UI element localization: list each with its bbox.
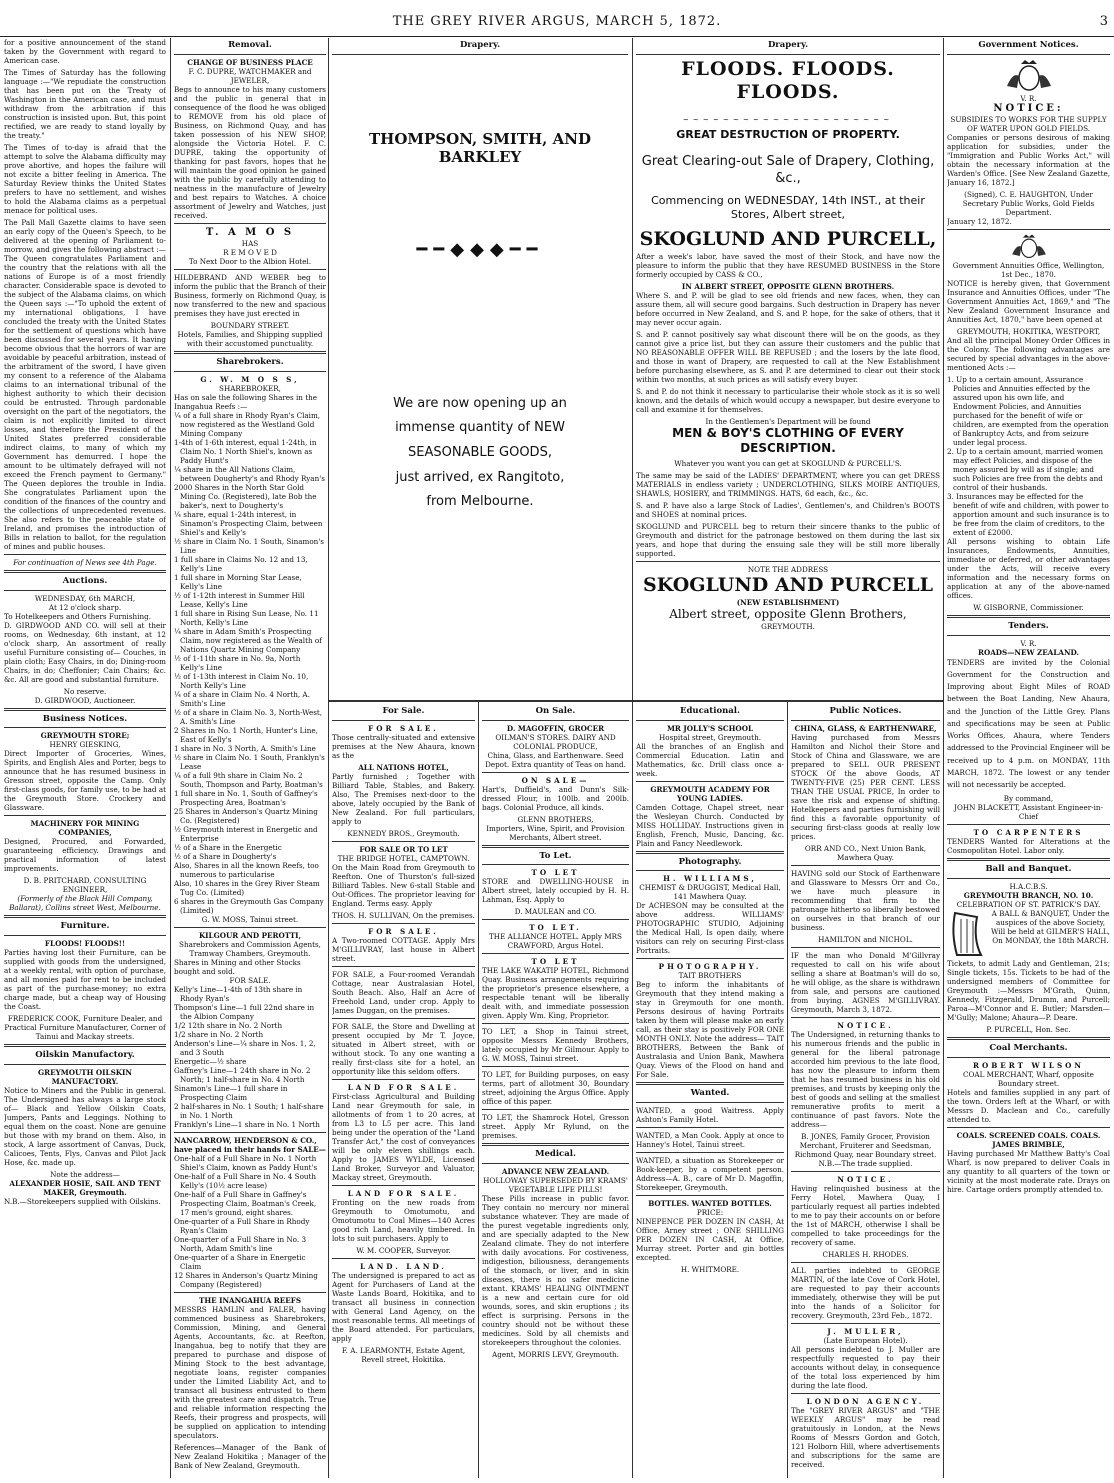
fs7-body: Fronting on the new roads from Greymouth to Omotumotu, and Omotumotu to Coal Mines—140 Acres good rich Land, heavily timbered. In lots to suit purchasers. Apply to: [332, 1197, 475, 1243]
oilskin-foot: N.B.—Storekeepers supplied with Oilskins.: [4, 1196, 161, 1206]
share-list-item: One-half of a Full Share in No. 4 South Kelly's (10½ acre lease): [174, 1171, 317, 1190]
body-para: Where S. and P. will be glad to see old friends and new faces, when, they can assure them, all will secure good bargains. Such destruction in Drapery has never before occurred in New Zealand, and S. and P. hope, for the sake of others, that it may never occur again.: [636, 291, 940, 327]
medical-agent: Agent, MORRIS LEVY, Greymouth.: [492, 1349, 619, 1359]
hamilton-sign: HAMILTON and NICHOL.: [818, 934, 913, 944]
firm-name-top: THOMPSON, SMITH, AND BARKLEY: [369, 129, 591, 167]
fs6-title: LAND FOR SALE.: [347, 1082, 460, 1092]
magoffin-body: China, Glass, and Earthenware. Seed Depot. Extra quantity of Teas on hand.: [485, 750, 626, 769]
tl1-sign: D. MAULEAN and CO.: [514, 907, 597, 917]
hildebrand-body: HILDEBRAND AND WEBER beg to inform the public that the Branch of their Business, formerly on Richmond Quay, is now transferred to the new and spacious premises they have just erected in: [174, 273, 326, 319]
china-title: CHINA, GLASS, & EARTHENWARE,: [794, 723, 937, 733]
notice2-body: Having relinquished business at the Ferry Hotel, Mawhera Quay, I particularly request all parties indebted to me to pay their accounts on or before the 1st of MARCH, otherwise I shall be compelled to take proceedings for the recovery of same.: [791, 1183, 940, 1247]
share-list-item: Anderson's Line—¼ share in Nos. 1, 2, and 3 South: [174, 1038, 316, 1057]
share-list-item: 2000 Shares in the North Star Gold Mining Co. (Registered), late Bob the baker's, next to Dougherty's: [174, 482, 317, 510]
share-list-item: ½ of 1-12th interest in Summer Hill Lease, Kelly's Line: [174, 590, 305, 609]
oilskin-name: ALEXANDER HOSIE, SAIL AND TENT MAKER, Greymouth.: [9, 1178, 161, 1197]
furniture-heading: Furniture.: [60, 921, 110, 932]
column-4: Drapery. FLOODS. FLOODS. FLOODS. ~~~~~~~~~~~~~~~~~~~~~ GREAT DESTRUCTION OF PROPERTY. Great Clearing-out Sale of Drapery, Clothing, &c., Commencing on WEDNESDAY, 14th INST., at their Stores, Albert street, SKOGLUND AND PURCELL, After a week's labor, have saved the most of their Stock, and have now the pleasure to inform the public that they have RESUMED BUSINESS in the Store formerly occupied by CASS & CO., IN ALBERT STREET, OPPOSITE GLENN BROTHERS. Where S. and P. will be glad to see old friends and new faces, when, they can assure them, all will secure good bargains. Such destruction in Drapery has never before occurred in New Zealand, and S. and P. hope, for the sake of others, that it may never occur again. S. and P. cannot positively say what discount there will be on the goods, as they cannot give a price list, but they can assure their customers and the public that NO REASONABLE OFFER WILL BE REFUSED ; and the losers by the late flood, and those in want of Drapery, are requested to call at the New Establishment before purchasing elsewhere, as S. and P. are determined to clear out their stock within two months, at such prices as will satisfy every buyer. S. and P. do not think it necessary to particularise their whole stock as it is so well known, and the details of which would occupy a newspaper, but desire everyone to call and examine it for themselves. In the Gentlemen's Department will be found MEN & BOY'S CLOTHING OF EVERY DESCRIPTION. Whatever you want you can get at SKOGLUND & PURCELL'S. The same may be said of the LADIES' DEPARTMENT, where you can get DRESS MATERIALS in endless variety ; UNDERCLOTHING, SILKS MOIRE ANTIQUES, SHAWLS, HOSIERY, and TRIMMINGS. HATS, 6d each, &c., &c. S. and P. have also a large Stock of Ladies', Gentlemen's, and Children's BOOTS and SHOES at nominal prices. SKOGLUND and PURCELL beg to return their sincere thanks to the public of Greymouth and district for the patronage bestowed on them during the last six years, and hope that during the ensuing sale they will be still more liberally supported. NOTE THE ADDRESS SKOGLUND AND PURCELL (NEW ESTABLISHMENT) Albert street, opposite Glenn Brothers, GREYMOUTH.: [636, 40, 940, 631]
column-rule: [328, 38, 329, 1478]
medical-sub: HOLLOWAY SUPERSEDED BY KRAMS' VEGETABLE LIFE PILLS!: [483, 1175, 628, 1194]
address-2: Albert street, opposite Glenn Brothers,: [669, 606, 907, 621]
tl2-title: TO LET.: [529, 923, 582, 933]
tl1-body: STORE and DWELLING-HOUSE in Albert street, lately occupied by H. H. Lahman, Esq. Apply to: [482, 877, 629, 905]
brimble-title: JAMES BRIMBLE,: [992, 1139, 1065, 1149]
tait-title: PHOTOGRAPHY.: [658, 962, 762, 972]
store-body: Direct Importer of Groceries, Wines, Spirits, and English Ales and Porter, begs to announce that he has resumed business in Gresson street, opposite the Camp. Only first-class goods, for family use, to be had at the Greymouth Store. Crockery and Glassware.: [4, 749, 166, 813]
column-1: [4, 38, 166, 1478]
commencing: Commencing on WEDNESDAY, 14th INST., at their Stores, Albert street,: [651, 193, 925, 221]
london-title: LONDON AGENCY.: [806, 1396, 925, 1406]
share-list-item: ½ of 1-13th interest in Claim No. 10, North Kelly's Line: [174, 671, 309, 690]
column-3: [332, 38, 628, 708]
subsidy-title: SUBSIDIES TO WORKS FOR THE SUPPLY OF WATER UPON GOLD FIELDS.: [950, 115, 1107, 134]
removal-heading: Removal.: [228, 40, 272, 50]
machinery-address: (Formerly of the Black Hill Company, Ballarat), Collins street West, Melbourne.: [9, 894, 161, 913]
boots-para: S. and P. have also a large Stock of Ladies', Gentlemen's, and Children's BOOTS and SHOES at nominal prices.: [636, 501, 940, 519]
masthead: [0, 14, 1114, 37]
whatever-line: Whatever you want you can get at SKOGLUND & PURCELL'S.: [674, 459, 902, 468]
share-list-item: ½ share in Claim No. 1 South, Sinamon's Line: [174, 536, 324, 555]
tolet-heading: To Let.: [539, 850, 572, 861]
hildebrand-foot: Hotels, Families, and Shipping supplied with their accustomed punctuality.: [177, 330, 323, 349]
announcement-line: immense quantity of NEW: [395, 420, 565, 436]
photography-heading: Photography.: [678, 856, 742, 867]
bottles-body: NINEPENCE PER DOZEN IN CASH, At Office, Arney street ; ONE SHILLING PER DOZEN IN CASH, At Office, Murray street. Porter and gin bottles excepted.: [636, 1216, 784, 1262]
editorial-para: for a positive announcement of the stand taken by the Government with regard to American case.: [4, 38, 166, 65]
hildebrand-street: BOUNDARY STREET.: [210, 321, 290, 331]
dupre-name: F. C. DUPRE, WATCHMAKER and JEWELER,: [188, 66, 312, 85]
china-sign: ORR AND CO., Next Union Bank, Mawhera Quay.: [804, 843, 927, 862]
tait-body: Beg to inform the inhabitants of Greymouth that they intend making a stay in Greymouth for one month. Persons desirous of having Portraits taken by them will please make an early call, as their stay is positively FOR ONE MONTH ONLY. Note the address— TAIT BROTHERS, Between the Bank of Australasia and Union Bank, Mawhera Quay. Views of the Flood on hand and For Sale.: [636, 980, 784, 1080]
kilgour-title: KILGOUR AND PEROTTI,: [198, 930, 302, 940]
notice1-title: NOTICE.: [837, 1020, 894, 1030]
column-rule: [632, 38, 633, 1478]
sharebrokers-heading: Sharebrokers.: [216, 357, 284, 368]
share-list-item: Also, 10 shares in the Grey River Steam Tug Co. (Limited): [174, 878, 320, 897]
share-list-item: 1/2 12th share in No. 2 North: [174, 1020, 283, 1030]
moss-title: G. W. M O S S,: [200, 374, 300, 384]
academy-title: GREYMOUTH ACADEMY FOR YOUNG LADIES.: [650, 784, 770, 803]
column-rule: [170, 38, 171, 1478]
notice1-body: The Undersigned, in returning thanks to his numerous friends and the public in general for the liberal patronage accorded him previous to the late flood, has now the pleasure to inform them that he has resumed business in his old premises, and trusts by keeping only the best of goods and selling at the smallest remunerative profits to merit a continuance of past favors. Note the address—: [791, 1029, 940, 1129]
gents-line: In the Gentlemen's Department will be found: [705, 417, 871, 426]
share-list-item: Sinamon's Line—1 full share in Prospecting Claim: [174, 1083, 288, 1102]
china-body: Having purchased from Messrs Hamilton and Nichol their Store and Stock of China and Glassware, we are prepared to SELL OUR PRESENT STOCK Of the above Goods, AT TWENTY-FIVE (25) PER CENT. LESS THAN THE USUAL PRICE, In order to save the risk and expense of shifting. Hotelkeepers and parties furnishing will find this a favorable opportunity of securing first-class goods at really low prices.: [791, 732, 940, 841]
kilgour-sub: Sharebrokers and Commission Agents, Tramway Chambers, Greymouth.: [179, 939, 321, 958]
williams-body: Dr ACHESON may be consulted at the above address. WILLIAMS' PHOTOGRAPHIC STUDIO, Adjoining the Medical Hall, Is open daily, where visitors can rely on securing First-class Portraits.: [636, 901, 784, 956]
furniture-name: FREDERICK COOK, Furniture Dealer, and Practical Furniture Manufacturer, Corner of Tainui and Mackay streets.: [4, 1013, 166, 1041]
share-list-item: ½ of a Share in Dougherty's: [174, 851, 277, 861]
tl3-title: TO LET: [531, 957, 580, 967]
royal-crest-icon: [1004, 233, 1054, 259]
fs2-body: On the Main Road from Greymouth to Reefton. One of Thurston's full-sized Billiard Tables. New 6-stall Stable and Out-Offices. The proprietor leaving for England. Terms easy. Apply: [332, 862, 475, 908]
oilskin-title: GREYMOUTH OILSKIN MANUFACTORY.: [38, 1067, 132, 1086]
lower-col-public: [791, 704, 940, 1476]
ball-body: A BALL & BANQUET, Under the auspices of the above Society, Will be held at GILMER'S HALL, On MONDAY, the 18th MARCH.: [991, 908, 1110, 945]
announcement: [332, 392, 628, 515]
tender-command: By command,: [1003, 794, 1054, 804]
fs8-title: LAND. LAND.: [360, 1261, 447, 1271]
section-rule: [328, 700, 943, 702]
jolly-body: All the branches of an English and Commercial Education. Latin and Mathematics, &c. Drill class once a-week.: [636, 741, 784, 778]
address-line: IN ALBERT STREET, OPPOSITE GLENN BROTHERS.: [681, 282, 895, 291]
academy-body: Camden Cottage, Chapel street, near the Wesleyan Church. Conducted by MISS HOLLIDAY. Instructions given in English, French, Music, Dancing, &c. Plain and Fancy Needlework.: [636, 802, 784, 848]
share-list-item: Thompson's Line—1 full 22nd share in the Albion Company: [174, 1002, 315, 1021]
fs4-body: FOR SALE, a Four-roomed Verandah Cottage, near Australasian Hotel, South Beach. Also, Half an Acre of Freehold Land, under crop. Apply to James Duggan, on the premises.: [332, 969, 475, 1015]
editorial-para: The Pall Mall Gazette claims to have seen an early copy of the Queen's Speech, to be delivered at the opening of Parliament to-morrow, and gives the following abstract :—The Queen congratulates Parliament and the country that the relations with all the nations of Europe is of a most friendly character. Considerable space is devoted to the subject of the Alabama claims, on which the Queen says :—"To uphold the extent of my international obligations, I have concluded the treaty with the United States for the settlement of questions which have been discussed for several years. It having become obvious that the horrors of war are avoidable by peaceful arbitration, instead of the arbitrament of the sword, I have given my consent to a reference of the Alabama claims to an international tribunal of the highest authority to which their decision could be entrusted. Through pardonable oversight on the part of the negotiators, the claim is not explicitly limited to direct losses, and therefore the President of the United States preferred considerable indirect claims, to many of which my Government has demurred. I hope the amount to be ultimately defrayed will not exceed the French payment to Germany." The Queen deplores the trouble in India. She congratulates Parliament upon the condition of the finances of the country and the collections of unprecedented revenues. She also refers to the peaceable state of Ireland, and promises the introduction of Bills in relation to ballot, for the regulation of mines and public houses.: [4, 218, 166, 551]
drapery-heading-2: Drapery.: [767, 40, 809, 50]
share-list-item: ½ of a share in Claim No. 3, North-West, A. Smith's Line: [174, 707, 323, 726]
announcement-line: from Melbourne.: [426, 494, 534, 510]
fs3-title: FOR SALE.: [368, 926, 439, 936]
auction-time: At 12 o'clock sharp.: [48, 602, 122, 612]
intro: After a week's labor, have saved the most of their Stock, and have now the pleasure to inform the public that they have RESUMED BUSINESS in the Store formerly occupied by CASS & CO.,: [636, 252, 940, 279]
roads-title: ROADS—NEW ZEALAND.: [977, 647, 1080, 657]
oilskin-heading: Oilskin Manufactory.: [35, 1049, 135, 1060]
column-2: [174, 38, 326, 1478]
brimble-body: Having purchased Mr Matthew Batty's Coal Wharf, is now prepared to deliver Coals in any quantity to all quarters of the town or vicinity at the most moderate rate. Drays on hire. Cartage orders promptly attended to.: [947, 1148, 1110, 1194]
share-list-item: ¼ of a share in Claim No. 4 North, A. Smith's Line: [174, 689, 310, 708]
onsale-body: Hart's, Duffield's, and Dunn's Silk-dressed Flour, in 100lb. and 200lb. bags. Colonial Produce, all kinds.: [482, 784, 629, 812]
nancarrow-title: NANCARROW, HENDERSON & CO., have placed in their hands for SALE—: [174, 1135, 326, 1154]
notice3-body: ALL parties indebted to GEORGE MARTIN, of the late Cove of Cork Hotel, are requested to pay their accounts immediately, otherwise they will be put into the hands of a Solicitor for recovery. Greymouth, 23rd Feb., 1872.: [791, 1265, 940, 1320]
auctions-heading: Auctions.: [62, 576, 108, 586]
destruction-headline: GREAT DESTRUCTION OF PROPERTY.: [676, 128, 900, 142]
share-list-item: 6 shares in the Greymouth Gas Company (Limited): [174, 896, 324, 915]
moss-sub: SHAREBROKER,: [219, 383, 281, 393]
auction-body: D. GIRDWOOD AND CO. will sell at their rooms, on Wednesday, 6th instant, at 12 o'clock sharp, An assortment of really useful Furniture consisting of— Couches, in plain cloth; Easy Chairs, in do; Dining-room Chairs, in do; Cheffonier; Cain Chairs; &c. &c. All are good and substantial furniture.: [4, 620, 166, 684]
subsidy-body: Companies or persons desirous of making application for subsidies, under the "Immigration and Public Works Act," will obtain the necessary information at the Warden's Office. [See New Zealand Gazette, January 16, 1872.]: [947, 133, 1110, 188]
moss-intro: Has on sale the following Shares in the Inangahua Reefs :—: [174, 392, 317, 411]
new-establishment: (NEW ESTABLISHMENT): [736, 597, 840, 607]
royal-crest-icon: [999, 58, 1059, 92]
kilgour-forsale: FOR SALE.: [229, 975, 271, 985]
ladies-para: The same may be said of the LADIES' DEPARTMENT, where you can get DRESS MATERIALS in endless variety ; UNDERCLOTHING, SILKS MOIRE ANTIQUES, SHAWLS, HOSIERY, and TRIMMINGS. HATS, 6d each, &c., &c.: [636, 471, 940, 498]
kilgour-body: Shares in Mining and other Stocks bought and sold.: [174, 957, 301, 976]
onsale-sign: GLENN BROTHERS,: [517, 814, 594, 824]
editorial-para: The Times of to-day is afraid that the attempt to solve the Alabama difficulty may prove abortive, and hopes the failure will not excite a bitter feeling in America. The Saturday Review thinks the United States prefers to have no settlement, and wishes to hold the Alabama claims as a perpetual menace for political uses.: [4, 143, 166, 215]
annuity-body: NOTICE is hereby given, that Government Insurance and Annuities Offices, under "The Government Annuities Act, 1869," and "The New Zealand Government Insurance and Annuities Act, 1870," have been opened at: [947, 279, 1110, 325]
fs7-sign: W. M. COOPER, Surveyor.: [356, 1245, 451, 1255]
business-heading: Business Notices.: [42, 713, 128, 724]
share-list-item: 25 Shares in Anderson's Quartz Mining Co. (Registered): [174, 806, 318, 825]
share-list-item: One-half of a Full Share in No. 1 North Shiel's Claim, known as Paddy Hunt's: [174, 1153, 318, 1172]
clearing-sale: Great Clearing-out Sale of Drapery, Clothing, &c.,: [641, 153, 935, 186]
share-list-item: 1 full share in No. 1, South of Gaffney's Prospecting Area, Boatman's: [174, 788, 318, 807]
amos-title: T. A M O S: [205, 226, 295, 238]
town: GREYMOUTH.: [761, 621, 815, 631]
tl5-body: TO LET, for Building purposes, on easy terms, part of allotment 30, Boundary street, adjoining the Argus Office. Apply office of this paper.: [482, 1070, 629, 1107]
ball-sign: P. PURCELL, Hon. Sec.: [986, 1024, 1071, 1034]
share-list-item: 1 full share in Morning Star Lease, Kelly's Line: [174, 572, 302, 591]
wanted-ad: WANTED, a Man Cook. Apply at once to Hanney's Hotel, Tainui street.: [636, 1130, 784, 1149]
amos-has: HAS: [241, 239, 259, 249]
thanks-para: SKOGLUND and PURCELL beg to return their sincere thanks to the public of Greymouth and district for the patronage bestowed on them during the last six years, and hope that during the ensuing sale they will be still more liberally supported.: [636, 522, 940, 558]
wanted-ad: WANTED, a good Waitress. Apply Ashton's Family Hotel.: [636, 1105, 784, 1124]
inangahua-body: MESSRS HAMLIN and FALER, having commenced business as Sharebrokers, Commission, Mining, and General Agents, Accountants, &c. at Reefton, Inangahua, beg to notify that they are prepared to purchase and dispose of Mining Stock to the best advantage, negotiate loans, register companies under the Limited Liability Act, and to transact all business entrusted to them with the greatest care and dispatch. True and reliable information respecting the Reefs, their progress and prospects, will be supplied on application to intending speculators.: [174, 1304, 326, 1440]
educational-heading: Educational.: [680, 706, 740, 716]
share-list-item: Energetic—½ share: [174, 1056, 247, 1066]
amos-removed: R E M O V E D: [223, 248, 277, 258]
oilskin-body: Notice to Miners and the Public in general. The Undersigned has always a large stock of— Black and Yellow Oilskin Coats, Jumpers, Pants and Leggings. Nothing to equal them on the coast. None are genuine but those with my brand on them. Also, in stock, A large assortment of Canvas, Duck, Calicoes, Tents, Flys, Canvas and Pilot Jack Hose, &c. made up.: [4, 1085, 166, 1167]
fs1-hotel: ALL NATIONS HOTEL,: [358, 762, 449, 772]
skoglund-firm: SKOGLUND AND PURCELL,: [639, 228, 937, 251]
muller-title: J. MULLER,: [827, 1326, 904, 1336]
annuity-sign: W. GISBORNE, Commissioner.: [973, 603, 1084, 613]
notice2-sign: CHARLES H. RHODES.: [822, 1249, 909, 1259]
auction-reserve: No reserve.: [63, 686, 107, 696]
share-list-item: 1 full share in Rising Sun Lease, No. 11 North, Kelly's Line: [174, 608, 319, 627]
share-list-item: 12 Shares in Anderson's Quartz Mining Company (Registered): [174, 1270, 318, 1289]
page-number: 3: [1099, 14, 1108, 29]
share-list-item: One-quarter of a Full Share in No. 3 North, Adam Smith's line: [174, 1234, 307, 1253]
auction-sign: D. GIRDWOOD, Auctioneer.: [34, 695, 136, 705]
share-list-item: ¼ share in the All Nations Claim, between Dougherty's and Rhody Ryan's: [174, 464, 325, 483]
harp-icon: [947, 909, 987, 959]
masthead-title: THE GREY RIVER ARGUS, MARCH 5, 1872.: [392, 14, 722, 29]
dupre-body: Begs to announce to his many customers and the public in general that in consequence of the flood he was obliged to REMOVE from his old place of Business, on Richmond Quay, and has taken possession of his NEW SHOP, alongside the Victoria Hotel. F. C. DUPRE, taking the opportunity of thanking for past favors, hopes that he will maintain the good opinion he gained with the public by carefully attending to neatness in the manufacture of Jewelry and best repairs to Watches. A choice assortment of Jewelry and Watches, just received.: [174, 84, 326, 220]
continuation-note: For continuation of News see 4th Page.: [13, 558, 157, 567]
wilson-title: ROBERT WILSON: [973, 1060, 1084, 1070]
moss-sign: G. W. MOSS, Tainui street.: [201, 914, 299, 924]
fs8-body: The undersigned is prepared to act as Agent for Purchasers of Land at the Waste Lands Board, Hokitika, and to transact all business in connection with General Land Agency, on the most reasonable terms. All meetings of the Board attended. For particulars, apply: [332, 1270, 475, 1343]
medical-title: ADVANCE NEW ZEALAND.: [501, 1166, 610, 1176]
share-list-item: 1 full share in Claims No. 12 and 13, Kelly's Line: [174, 554, 308, 573]
tl3-body: THE LAKE WAKATIP HOTEL, Richmond Quay. Business arrangements requiring the proprietor's presence elsewhere, a respectable tenant will be liberally dealt with, and immediate possession given. Apply Wm. King, Proprietor.: [482, 966, 629, 1021]
medical-body: These Pills increase in public favor. They contain no mercury nor mineral substance whatever. They are made of the purest vegetable ingredients only, and are specially adapted to the New Zealand climate. They do not interfere with daily avocations. For costiveness, indigestion, biliousness, derangements of the stomach, or liver, and in skin diseases, there is no safer medicine extant. KRAMS' HEALING OINTMENT is a new and certain cure for old wounds, sores, and skin eruptions ; its effect is surprising. Persons in the country should not be without these medicines. Sold by all chemists and storekeepers throughout the colonies.: [482, 1193, 629, 1347]
bottles-price: PRICE:: [696, 1207, 724, 1217]
note-address: NOTE THE ADDRESS: [747, 565, 829, 574]
wilson-sub: COAL MERCHANT, Wharf, opposite Boundary street.: [963, 1069, 1094, 1088]
share-list-item: Gaffney's Line—1 24th share in No. 2 North; 1 half-share in No. 4 North: [174, 1065, 311, 1084]
fs6-body: First-class Agricultural and Building Land near Greymouth for sale, in allotments of from 1 to 20 acres, at from L3 to L5 per acre. This land being under the operation of the "Land Transfer Act," the cost of conveyances will be only eleven shillings each. Apply to JAMES WYLDE, Licensed Land Broker, Surveyor and Valuator, Mackay street, Greymouth.: [332, 1091, 475, 1182]
store-title: GREYMOUTH STORE;: [40, 731, 130, 741]
share-list-item: 1/2 share in No. 2 North: [174, 1029, 264, 1039]
fs2-title: FOR SALE OR TO LET: [359, 844, 448, 854]
mgillivray-body: IF the man who Donald M'Gillvray requested to call on his wife about selling a share at Boatman's will do so, he will oblige, as the share is withdrawn from sale, and persons are cautioned from buying. AGNES M'GILLIVRAY. Greymouth, March 3, 1872.: [791, 950, 940, 1014]
share-list-item: ¼ of a full share in Rhody Ryan's Claim, now registered as the Westland Gold Mining Company: [174, 410, 321, 438]
machinery-title: MACHINERY FOR MINING COMPANIES,: [30, 819, 140, 838]
inangahua-title: THE INANGAHUA REEFS: [198, 1295, 302, 1305]
vr-mark: V. R.: [1020, 93, 1037, 103]
hacbs: H.A.C.B.S.: [1009, 881, 1048, 891]
carpenters-body: TENDERS Wanted for Alterations at the Cosmopolitan Hotel. Labor only.: [947, 837, 1110, 856]
moss-share-list: [174, 411, 326, 915]
share-list-item: One-quarter of a Full Share in Rhody Ryan's Claim: [174, 1216, 310, 1235]
oilskin-note: Note the address—: [50, 1169, 120, 1179]
fs3-body: A Two-roomed COTTAGE. Apply Mrs M'GILLIVRAY, last house in Albert street.: [332, 935, 475, 963]
public-notices-heading: Public Notices.: [829, 706, 902, 716]
tl2-body: THE ALLIANCE HOTEL. Apply MRS CRAWFORD, Argus Hotel.: [489, 932, 622, 951]
bottles-sign: H. WHITMORE.: [680, 1264, 740, 1274]
bottles-title: BOTTLES. WANTED BOTTLES.: [648, 1198, 772, 1208]
ball-heading: Ball and Banquet.: [985, 864, 1072, 875]
column-rule: [943, 38, 944, 1478]
government-heading: Government Notices.: [978, 40, 1079, 50]
notice-title: NOTICE:: [993, 102, 1064, 114]
williams-sub: CHEMIST & DRUGGIST, Medical Hall, 141 Mawhera Quay.: [639, 883, 781, 902]
fs2-hotel: THE BRIDGE HOTEL, CAMPTOWN.: [337, 853, 470, 863]
notice2-title: NOTICE.: [837, 1174, 894, 1184]
body-para: S. and P. cannot positively say what discount there will be on the goods, as they cannot give a price list, but they can assure their customers and the public that NO REASONABLE OFFER WILL BE REFUSED ; and the losers by the late flood, and those in want of Drapery, are requested to call at the New Establishment before purchasing elsewhere, as S. and P. are determined to clear out their stock within two months, at such prices as will satisfy every buyer.: [636, 330, 940, 384]
floods-headline: FLOODS. FLOODS. FLOODS.: [681, 57, 895, 104]
fs8-sign: F. A. LEARMONTH, Estate Agent, Revell street, Hokitika.: [341, 1345, 466, 1364]
onsale-sub: Importers, Wine, Spirit, and Provision Merchants, Albert street.: [486, 823, 625, 842]
amos-to: To Next Door to the Albion Hotel.: [188, 257, 312, 267]
annuity-list-item: 2. Up to a certain amount, married women may effect Policies, and dispose of the money assured by will as if single; and such Policies are free from the debts and control of their husbands.: [947, 447, 1103, 493]
share-list-item: ¼ share in Adam Smith's Prospecting Claim, now registered as the Wealth of Nations Quartz Mining Company: [174, 626, 322, 654]
wanted-heading: Wanted.: [690, 1088, 730, 1099]
body-para: S. and P. do not think it necessary to particularise their whole stock as it is so well known, and the details of which would occupy a newspaper, but desire everyone to call and examine it for themselves.: [636, 387, 940, 414]
tl1-title: TO LET: [531, 868, 580, 878]
annuity-list: [947, 375, 1110, 537]
share-list-item: Franklyn's Line—1 share in No. 1 North: [174, 1119, 320, 1129]
fs1-body2: Partly furnished ; Together with Billiard Table, Stables, and Bakery. Also, The Premises next-door to the above, lately occupied by the Bank of New Zealand. For full particulars, apply to: [332, 771, 475, 826]
subsidy-date: January 12, 1872.: [947, 217, 1012, 227]
st-patrick: CELEBRATION OF ST. PATRICK'S DAY.: [956, 899, 1101, 909]
magoffin-sub: OILMAN'S STORES. DAIRY AND COLONIAL PRODUCE,: [495, 732, 616, 751]
tenders-heading: Tenders.: [1008, 621, 1049, 632]
coal-heading: Coal Merchants.: [989, 1042, 1068, 1053]
lower-col-edu: [636, 704, 784, 1476]
vr-mark-2: V. R.: [1020, 638, 1037, 648]
jolly-title: MR JOLLY'S SCHOOL: [666, 723, 754, 733]
drapery-heading: Drapery.: [459, 40, 501, 50]
share-list-item: 1-4th of 1-6th interest, equal 1-24th, in Claim No. 1 North Shiel's, known as Paddy Hunt's: [174, 437, 317, 465]
wanted-ad: WANTED, a situation as Storekeeper or Book-keeper, by a competent person. Address—A. B., care of Mr D. Magoffin, Storekeeper, Greymouth.: [636, 1155, 784, 1192]
fs5-body: FOR SALE, the Store and Dwelling at present occupied by Mr T. Joyce, situated in Albert street, with or without stock. To any one wanting a really first-class site for a hotel, an opportunity like this seldom offers.: [332, 1021, 475, 1076]
share-list-item: ½ share in Claim No. 1 South, Franklyn's Lease: [174, 752, 325, 771]
announcement-line: SEASONABLE GOODS,: [408, 445, 552, 460]
jolly-sub: Hospital street, Greymouth.: [659, 732, 761, 742]
annuity-list-item: 3. Insurances may be effected for the benefit of wife and children, with power to apportion amount and such insurance is to be free from the claim of creditors, to the extent of £2000.: [947, 492, 1110, 538]
machinery-body: Designed, Procured, and Forwarded, guaranteeing efficiency. Drawings and practical information of latest improvements.: [4, 837, 166, 874]
tender-sign: JOHN BLACKETT, Assistant Engineer-in-Chief: [954, 803, 1103, 822]
tait-sub: TAIT BROTHERS: [678, 971, 742, 981]
mens-clothing: MEN & BOY'S CLOTHING OF EVERY DESCRIPTION.: [672, 426, 904, 455]
skoglund-firm-2: SKOGLUND AND PURCELL: [642, 574, 934, 596]
ornamental-divider: ━━◆◆◆━━: [416, 239, 544, 261]
dupre-title: CHANGE OF BUSINESS PLACE: [187, 57, 313, 67]
tickets: Tickets, to admit Lady and Gentleman, 21s; Single tickets, 15s. Tickets to be had of the undersigned members of Committee for Greymouth :—Messrs M'Grath, Quinn, Kennedy, Fitzgerald, Drumm, and Purcell; Paroa—M'Connor and E. Butler; Marsden—M'Gully; Malone; Ahaura—P. Deare.: [947, 958, 1110, 1022]
share-list-item: 2 half-shares in No. 1 South; 1 half-share in No. 1 North: [174, 1101, 324, 1120]
inangahua-references: References—Manager of the Bank of New Zealand Hokitika ; Manager of the Bank of New Zealand, Greymouth.: [174, 1442, 326, 1470]
medical-heading: Medical.: [535, 1149, 576, 1160]
machinery-name: D. B. PRITCHARD, CONSULTING ENGINEER,: [23, 876, 147, 895]
tl4-body: TO LET, a Shop in Tainui street, opposite Messrs Kennedy Brothers, lately occupied by Mr Gilmour. Apply to G. W. MOSS, Tainui street.: [482, 1027, 629, 1064]
share-list-item: ½ of a Share in the Energetic: [174, 842, 282, 852]
muller-sub: (Late European Hotel).: [823, 1335, 908, 1345]
carpenters-title: TO CARPENTERS: [973, 828, 1084, 838]
annuity-foot: All persons wishing to obtain Life Insurances, Endowments, Annuities, immediate or deferred, or other advantages under the Acts, will receive every information and the necessary forms on application at any of the above-named offices.: [947, 537, 1110, 601]
fs2-sign: THOS. H. SULLIVAN, On the premises.: [332, 910, 475, 920]
tl6-body: TO LET, the Shamrock Hotel, Gresson street. Apply Mr Rylund, on the premises.: [482, 1113, 629, 1141]
magoffin-title: D. MAGOFFIN, GROCER: [506, 723, 605, 733]
coals-title: COALS. SCREENED COALS. COALS.: [956, 1130, 1101, 1140]
fs7-title: LAND FOR SALE.: [347, 1188, 460, 1198]
share-list-item: Also, Shares in all the known Reefs, too numerous to particularise: [174, 860, 319, 879]
forsale-heading: For Sale.: [382, 706, 425, 716]
auction-to: To Hotelkeepers and Others Furnishing.: [4, 611, 151, 621]
editorial-para: The Times of Saturday has the following language :—"We repudiate the construction that has been put on the Treaty of Washington in the American case, and must withdraw from the arbitration if this construction is insisted upon. But, this point rectified, we are ready to stand loyally by the treaty.": [4, 68, 166, 140]
lower-col-onsale: [482, 704, 629, 1476]
onsale-heading: On Sale.: [535, 706, 576, 716]
annuity-list-item: 1. Up to a certain amount, Assurance Policies and Annuities effected by the assured upon his own life, and Endowment Policies, and Annuities purchased for the benefit of wife or children, are exempted from the operation of Bankruptcy Acts, and from seizure under legal process.: [947, 375, 1109, 448]
london-body: The "GREY RIVER ARGUS" and "THE WEEKLY ARGUS" may be read gratuitously in London, at the News Rooms of Messrs Gordon and Gotch, 121 Holborn Hill, where advertisements and subscriptions for the same are received.: [791, 1405, 940, 1469]
lower-col-forsale: [332, 704, 475, 1476]
hamilton-body: HAVING sold our Stock of Earthenware and Glassware to Messrs Orr and Co., we have much pleasure in recommending that firm to the patronage hitherto so liberally bestowed on ourselves in that branch of our business.: [791, 868, 940, 932]
announcement-line: just arrived, ex Rangitoto,: [395, 469, 565, 485]
annuity-body2: And all the principal Money Order Offices in the Colony. The following advantages are secured by special advantages in the above-mentioned Acts :—: [947, 336, 1110, 373]
share-list-item: ½ Greymouth interest in Energetic and Enterprise: [174, 824, 318, 843]
furniture-body: Parties having lost their Furniture, can be supplied with goods from the undersigned, at a weekly rental, with option of purchase, and all monies paid for rent to be included as part of the purchase-money; no extra charge made, but a cheap way of Housing the Coast.: [4, 947, 166, 1011]
share-list-item: 2 Shares in No. 1 North, Hunter's Line, East of Kelly's: [174, 725, 318, 744]
muller-body: All persons indebted to J. Muller are respectfully requested to pay their accounts without delay, in consequence of the total loss experienced by him during the late flood.: [791, 1344, 940, 1390]
kilgour-share-list: [174, 985, 326, 1129]
share-list-item: ½ of 1-11th share in No. 9a, North Kelly's Line: [174, 653, 301, 672]
notice1-sign: B. JONES, Family Grocer, Provision Merchant, Fruiterer and Seedsman, Richmond Quay, near Boundary street. N.B.—The trade supplied.: [794, 1131, 937, 1168]
fs1-sign: KENNEDY BROS., Greymouth.: [347, 828, 460, 838]
annuity-header: Government Annuities Office, Wellington, 1st Dec., 1870.: [952, 261, 1105, 280]
column-5: [947, 38, 1110, 1478]
furniture-title: FLOODS! FLOODS!!: [44, 938, 126, 948]
announcement-line: We are now opening up an: [393, 395, 567, 411]
share-list-item: ¼ of a full 9th share in Claim No. 2 South, Thompson and Party, Boatman's: [174, 770, 323, 789]
fs1-title: FOR SALE.: [368, 723, 439, 733]
share-list-item: One-quarter of a Share in Energetic Claim: [174, 1252, 306, 1271]
store-name: HENRY GIESKING,: [49, 740, 121, 750]
nancarrow-share-list: [174, 1154, 326, 1289]
tender-body: TENDERS are invited by the Colonial Government for the Construction and Improving about Eight Miles of ROAD between the Boat Landing, New Ahaura, and the Junction of the Little Grey. Plans and specifications may be seen at Public Works Offices, Ahaura, where Tenders addressed to the Provincial Engineer will be received up to 4 p.m. on MONDAY, 11th MARCH, 1872. The lowest or any tender will not necessarily be accepted.: [947, 657, 1110, 790]
williams-title: H. WILLIAMS,: [663, 874, 757, 884]
annuity-towns: GREYMOUTH, HOKITIKA, WESTPORT,: [956, 327, 1101, 337]
share-list-item: One-half of a Full Share in Gaffney's Prospecting Claim, Boatman's Creek, 17 men's ground, eight shares.: [174, 1189, 317, 1217]
share-list-item: ¼ share, equal 1-24th interest, in Sinamon's Prospecting Claim, between Shiel's and Kelly's: [174, 509, 323, 537]
subsidy-signed: (Signed), C. E. HAUGHTON, Under Secretary Public Works, Gold Fields Department.: [962, 190, 1095, 218]
share-list-item: Kelly's Line—1-4th of 13th share in Rhody Ryan's: [174, 984, 303, 1003]
onsale-title: ON SALE—: [521, 775, 590, 785]
branch: GREYMOUTH BRANCH, NO. 10.: [963, 890, 1094, 900]
wilson-body: Hotels and families supplied in any part of the town. Orders left at the Wharf, or with Messrs D. Maclean and Co., carefully attended to.: [947, 1087, 1110, 1124]
share-list-item: 1 share in No. 3 North, A. Smith's Line: [174, 743, 316, 753]
fs1-body: Those centrally-situated and extensive premises at the New Ahaura, known as the: [332, 732, 475, 760]
auction-date: WEDNESDAY, 6th MARCH,: [34, 593, 136, 603]
